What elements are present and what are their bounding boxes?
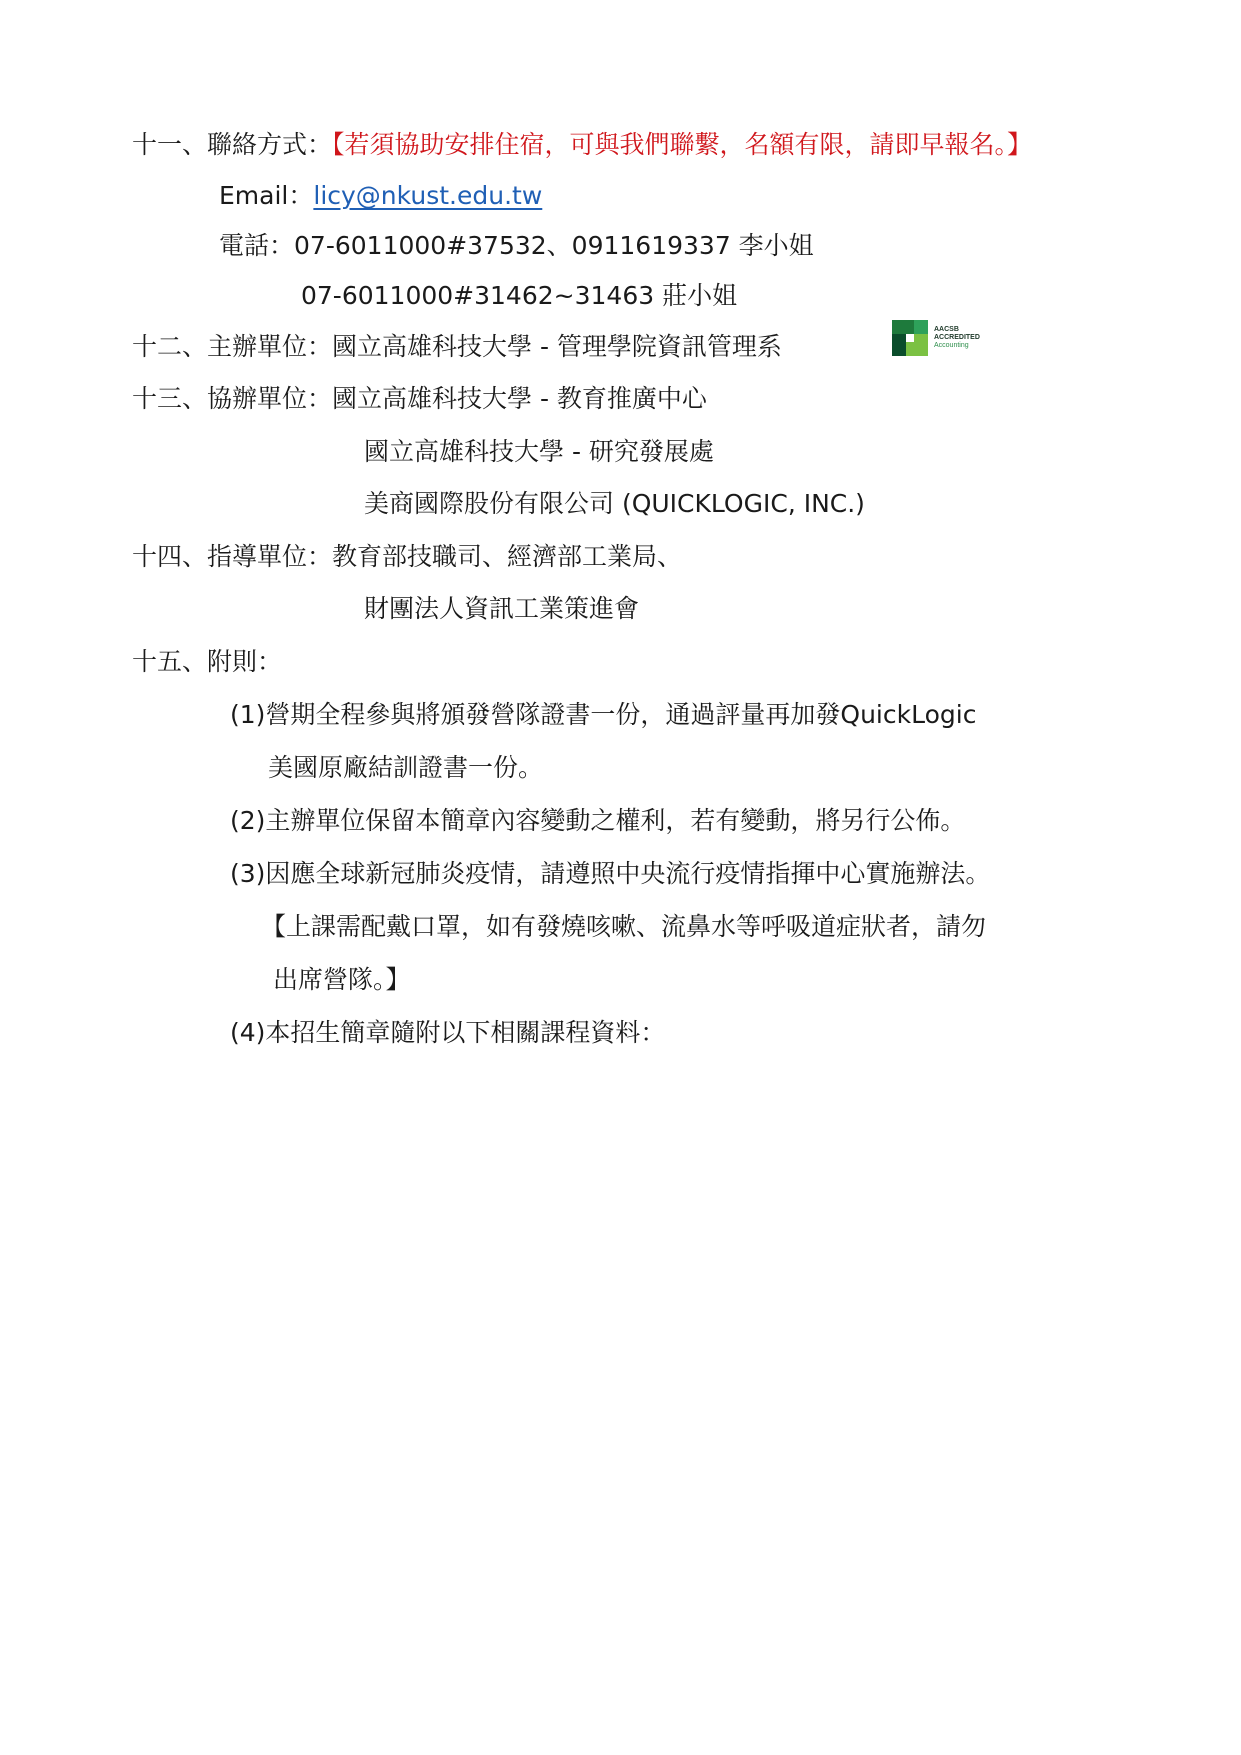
aacsb-logo — [892, 319, 994, 356]
phone-label: 電話： — [219, 231, 295, 260]
co-organizer-item: 國立高雄科技大學 - 研究發展處 — [364, 437, 714, 466]
phone-line-2 — [301, 278, 737, 314]
supervisor-line-2 — [364, 591, 639, 627]
note-item-3: (3)因應全球新冠肺炎疫情，請遵照中央流行疫情指揮中心實施辦法。 — [230, 859, 991, 888]
supervisor-heading: 十四、指導單位： — [132, 542, 333, 571]
supervisor-line — [132, 539, 682, 575]
notes-heading: 十五、附則： — [132, 647, 283, 676]
co-organizer-heading: 十三、協辦單位： — [132, 384, 333, 413]
supervisor-value-1: 教育部技職司、經濟部工業局、 — [332, 542, 683, 571]
email-label: Email： — [219, 181, 314, 210]
supervisor-value-2: 財團法人資訊工業策進會 — [364, 594, 640, 623]
phone-value-1: 07-6011000#37532、0911619337 李小姐 — [294, 231, 814, 260]
contact-line — [132, 127, 1032, 163]
note-item-4: (4)本招生簡章隨附以下相關課程資料： — [230, 1018, 666, 1047]
co-organizer-line-2 — [364, 434, 714, 470]
note-item-1: (1)營期全程參與將頒發營隊證書一份，通過評量再加發QuickLogic — [230, 700, 977, 729]
aacsb-logo-icon — [892, 320, 928, 356]
logo-line-1: AACSB — [934, 325, 959, 333]
note-item-1-cont: 美國原廠結訓證書一份。 — [268, 753, 544, 782]
logo-line-2: ACCREDITED — [934, 333, 980, 341]
organizer-line — [132, 329, 782, 365]
logo-line-3: Accounting — [934, 341, 969, 349]
email-line — [219, 178, 542, 214]
organizer-heading: 十二、主辦單位： — [132, 332, 333, 361]
email-link[interactable]: licy@nkust.edu.tw — [313, 181, 543, 210]
co-organizer-item: 美商國際股份有限公司 (QUICKLOGIC, INC.) — [364, 489, 865, 518]
phone-line-1 — [219, 228, 814, 264]
aacsb-logo-text — [934, 326, 980, 350]
note-item-3-end: 出席營隊。】 — [273, 965, 411, 994]
co-organizer-line — [132, 381, 707, 417]
co-organizer-item: 國立高雄科技大學 - 教育推廣中心 — [332, 384, 707, 413]
note-item-3-cont: 【上課需配戴口罩，如有發燒咳嗽、流鼻水等呼吸道症狀者，請勿 — [261, 912, 987, 941]
contact-note: 【若須協助安排住宿，可與我們聯繫，名額有限，請即早報名。】 — [332, 130, 1033, 159]
organizer-name: 國立高雄科技大學 - 管理學院資訊管理系 — [332, 332, 782, 361]
co-organizer-line-3 — [364, 486, 865, 522]
note-item-2: (2)主辦單位保留本簡章內容變動之權利，若有變動，將另行公佈。 — [230, 806, 966, 835]
phone-value-2: 07-6011000#31462~31463 莊小姐 — [301, 281, 738, 310]
contact-heading: 十一、聯絡方式： — [132, 130, 333, 159]
